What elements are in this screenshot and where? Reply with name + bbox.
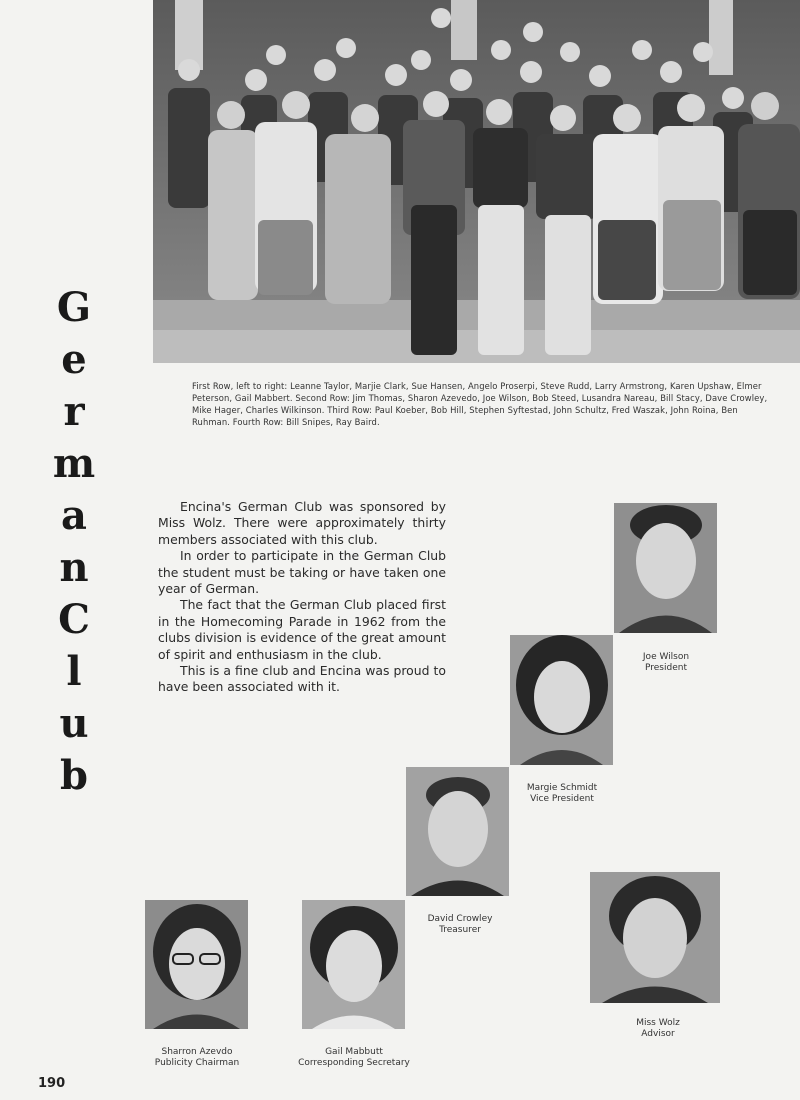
officer-name: David Crowley (427, 914, 493, 924)
portrait-miss-wolz (590, 872, 720, 1003)
officer-role: Corresponding Secretary (298, 1058, 410, 1068)
title-letter: C (58, 596, 90, 643)
officer-label-vice-president (492, 783, 632, 805)
title-letter: b (60, 752, 88, 799)
title-letter: r (63, 388, 85, 435)
portrait-sharron-azevdo (145, 900, 248, 1029)
officer-label-publicity-chairman (127, 1047, 267, 1069)
officer-role: Treasurer (439, 925, 481, 935)
title-letter: a (61, 492, 87, 539)
officer-name: Sharron Azevdo (161, 1047, 233, 1057)
officer-role: Vice President (530, 794, 594, 804)
officer-name: Margie Schmidt (526, 783, 598, 793)
title-letter: l (66, 648, 82, 695)
photo-caption: First Row, left to right: Leanne Taylor, Marjie Clark, Sue Hansen, Angelo Proserpi, Steve Rudd, Larry Armstrong, Karen Upshaw, Elmer Peterson, Gail Mabbert. Second Row: Jim Thomas, Sharon Azevedo, Joe Wilson, Bob Steed, Lusandra Nareau, Bill Stacy, Dave Crowley, Mike Hager, Charles Wilkinson. Third Row: Paul Koeber, Bob Hill, Stephen Syftestad, John Schultz, Fred Waszak, John Roina, Ben Ruhman. Fourth Row: Bill Snipes, Ray Baird. (192, 381, 768, 427)
officer-label-treasurer (390, 914, 530, 936)
officer-name: Gail Mabbutt (325, 1047, 383, 1057)
body-paragraph: In order to participate in the German Club the student must be taking or have taken one year of German. (158, 548, 446, 597)
officer-role: Advisor (641, 1029, 675, 1039)
portrait-joe-wilson (614, 503, 717, 633)
officer-label-president (596, 652, 736, 674)
group-photo (153, 0, 800, 363)
page-title (44, 282, 104, 802)
officer-role: Publicity Chairman (154, 1058, 240, 1068)
body-paragraph: The fact that the German Club placed first in the Homecoming Parade in 1962 from the clubs division is evidence of the great amount of spirit and enthusiasm in the club. (158, 597, 446, 662)
body-paragraph: Encina's German Club was sponsored by Miss Wolz. There were approximately thirty members associated with this club. (158, 499, 446, 547)
title-letter: m (52, 440, 96, 487)
title-letter: n (59, 544, 89, 591)
title-letter: e (61, 336, 87, 383)
article-body (158, 499, 446, 696)
body-paragraph: This is a fine club and Encina was proud to have been associated with it. (158, 663, 446, 695)
officer-label-corresponding-secretary (284, 1047, 424, 1069)
title-letter: u (59, 700, 89, 747)
officer-label-advisor (588, 1018, 728, 1040)
page-number: 190 (38, 1076, 66, 1091)
officer-role: President (645, 663, 687, 673)
title-letter: G (56, 284, 92, 331)
officer-name: Joe Wilson (642, 652, 690, 662)
officer-name: Miss Wolz (636, 1018, 680, 1028)
